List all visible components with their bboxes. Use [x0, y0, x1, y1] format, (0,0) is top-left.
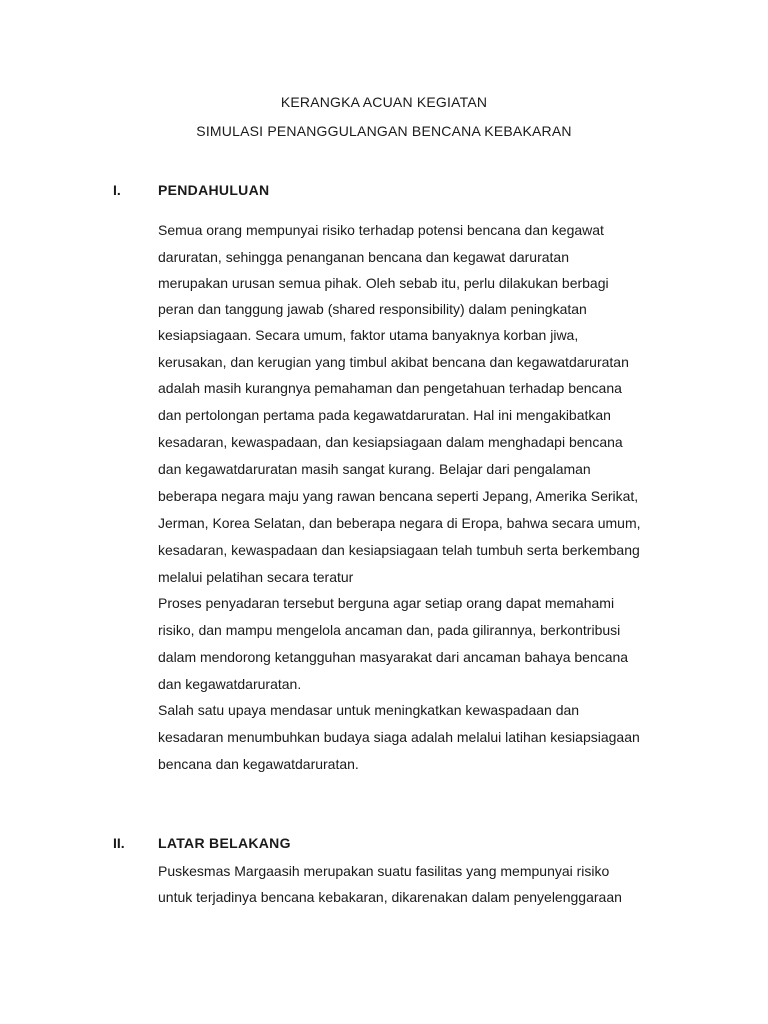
- section-1-line: peran dan tanggung jawab (shared responsibility) dalam peningkatan: [158, 301, 587, 317]
- section-1-line: kesadaran, kewaspadaan, dan kesiapsiagaan dalam menghadapi bencana: [158, 434, 623, 450]
- section-1-line: kerusakan, dan kerugian yang timbul akibat bencana dan kegawatdaruratan: [158, 354, 629, 370]
- section-1-line: risiko, dan mampu mengelola ancaman dan, pada gilirannya, berkontribusi: [158, 622, 621, 638]
- section-2-line: untuk terjadinya bencana kebakaran, dikarenakan dalam penyelenggaraan: [158, 889, 622, 905]
- section-2-heading: LATAR BELAKANG: [158, 835, 291, 851]
- section-1-line: melalui pelatihan secara teratur: [158, 569, 354, 585]
- section-1-line: dalam mendorong ketangguhan masyarakat dari ancaman bahaya bencana: [158, 649, 629, 665]
- section-1-line: dan kegawatdaruratan masih sangat kurang. Belajar dari pengalaman: [158, 461, 591, 477]
- document-title-line-2: SIMULASI PENANGGULANGAN BENCANA KEBAKARAN: [196, 123, 572, 139]
- section-1-line: adalah masih kurangnya pemahaman dan pengetahuan terhadap bencana: [158, 380, 622, 396]
- section-1-line: kesiapsiagaan. Secara umum, faktor utama banyaknya korban jiwa,: [158, 327, 579, 343]
- section-1-line: Salah satu upaya mendasar untuk meningkatkan kewaspadaan dan: [158, 702, 580, 718]
- document-title-line-1: KERANGKA ACUAN KEGIATAN: [280, 94, 488, 110]
- section-1-heading: PENDAHULUAN: [158, 182, 270, 198]
- section-1-line: beberapa negara maju yang rawan bencana seperti Jepang, Amerika Serikat,: [158, 488, 639, 504]
- section-1-line: dan pertolongan pertama pada kegawatdaruratan. Hal ini mengakibatkan: [158, 407, 611, 423]
- section-1-line: merupakan urusan semua pihak. Oleh sebab itu, perlu dilakukan berbagi: [158, 275, 609, 291]
- section-1-line: Semua orang mempunyai risiko terhadap potensi bencana dan kegawat: [158, 222, 604, 238]
- section-1-line: Proses penyadaran tersebut berguna agar setiap orang dapat memahami: [158, 595, 615, 611]
- section-1-line: kesadaran, kewaspadaan dan kesiapsiagaan telah tumbuh serta berkembang: [158, 542, 640, 558]
- section-1-line: daruratan, sehingga penanganan bencana dan kegawat daruratan: [158, 249, 569, 265]
- section-1-line: bencana dan kegawatdaruratan.: [158, 756, 359, 772]
- section-1-number: I.: [113, 182, 121, 198]
- section-1-line: Jerman, Korea Selatan, dan beberapa negara di Eropa, bahwa secara umum,: [158, 515, 641, 531]
- section-2-number: II.: [113, 835, 125, 851]
- section-1-line: kesadaran menumbuhkan budaya siaga adalah melalui latihan kesiapsiagaan: [158, 729, 640, 745]
- section-2-line: Puskesmas Margaasih merupakan suatu fasilitas yang mempunyai risiko: [158, 863, 610, 879]
- section-1-line: dan kegawatdaruratan.: [158, 676, 302, 692]
